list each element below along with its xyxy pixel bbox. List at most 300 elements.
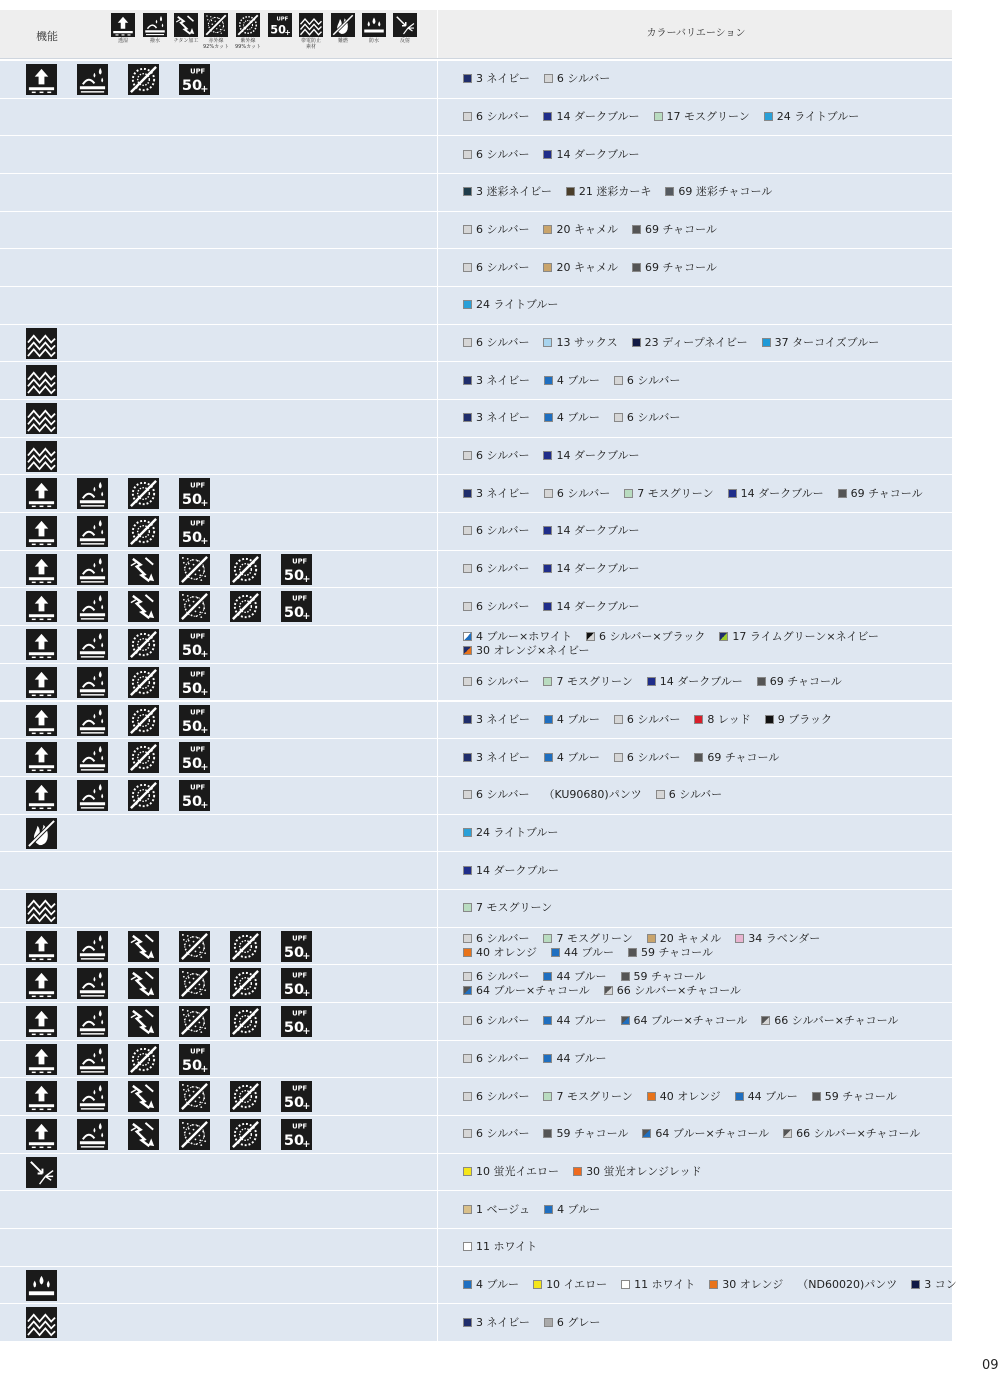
color-label: 34 ラベンダー bbox=[748, 931, 821, 945]
color-option bbox=[543, 1052, 606, 1066]
column-divider bbox=[437, 702, 438, 739]
breathable-icon bbox=[26, 780, 57, 811]
color-label: 6 シルバー bbox=[556, 72, 611, 86]
color-swatch bbox=[632, 225, 641, 234]
color-swatch bbox=[543, 112, 552, 121]
color-swatch bbox=[463, 413, 472, 422]
legend-anti-static bbox=[296, 13, 326, 50]
upf-icon bbox=[281, 1006, 312, 1037]
color-option bbox=[765, 713, 832, 727]
column-divider bbox=[437, 287, 438, 324]
legend-titanium bbox=[171, 13, 201, 44]
legend-upf bbox=[265, 13, 295, 38]
color-option bbox=[621, 1278, 695, 1292]
color-option bbox=[463, 713, 530, 727]
color-line bbox=[463, 1165, 944, 1179]
uv-icon bbox=[230, 1006, 261, 1037]
color-swatch bbox=[647, 1092, 656, 1101]
color-variations bbox=[463, 325, 944, 362]
upf-icon bbox=[281, 968, 312, 999]
color-option bbox=[656, 788, 722, 802]
uv-icon bbox=[128, 780, 159, 811]
color-swatch bbox=[463, 1280, 472, 1289]
color-variations bbox=[463, 852, 944, 889]
color-variations bbox=[463, 136, 944, 173]
color-label: 6 シルバー bbox=[476, 1127, 530, 1141]
color-label: 17 ライムグリーン×ネイビー bbox=[732, 630, 879, 644]
upf-icon bbox=[281, 554, 312, 585]
color-line bbox=[463, 298, 944, 312]
breathable-icon bbox=[110, 13, 136, 37]
color-option bbox=[463, 1165, 559, 1179]
color-label: 3 ネイビー bbox=[476, 411, 530, 425]
color-swatch bbox=[463, 753, 472, 762]
upf-icon bbox=[281, 1119, 312, 1150]
color-option bbox=[463, 449, 529, 463]
color-option bbox=[543, 110, 639, 124]
uv-icon bbox=[230, 968, 261, 999]
color-line bbox=[463, 901, 944, 915]
color-label: 64 ブルー×チャコール bbox=[476, 983, 590, 997]
color-option bbox=[544, 487, 610, 501]
color-label: 6 シルバー bbox=[476, 1014, 530, 1028]
color-label: 20 キャメル bbox=[556, 223, 618, 237]
color-option bbox=[544, 713, 600, 727]
color-option bbox=[463, 72, 530, 86]
color-variations bbox=[463, 513, 944, 550]
color-option bbox=[543, 148, 639, 162]
column-divider bbox=[437, 362, 438, 399]
color-option bbox=[632, 336, 748, 350]
color-label: 14 ダークブルー bbox=[556, 562, 640, 576]
color-option bbox=[463, 411, 530, 425]
color-variations bbox=[463, 99, 944, 136]
table-row bbox=[0, 287, 952, 325]
color-option bbox=[544, 1203, 600, 1217]
legend-caption: 撥水 bbox=[149, 38, 160, 44]
uv-icon bbox=[128, 667, 159, 698]
column-divider bbox=[437, 249, 438, 286]
color-option bbox=[463, 261, 529, 275]
color-swatch bbox=[463, 451, 472, 460]
table-row bbox=[0, 174, 952, 212]
color-option bbox=[463, 524, 529, 538]
color-label: 6 シルバー bbox=[476, 449, 530, 463]
color-swatch bbox=[573, 1167, 582, 1176]
color-swatch bbox=[544, 715, 553, 724]
color-swatch bbox=[543, 677, 552, 686]
column-divider bbox=[437, 1116, 438, 1153]
table-row bbox=[0, 551, 952, 589]
color-swatch bbox=[544, 413, 553, 422]
table-row bbox=[0, 815, 952, 853]
color-swatch bbox=[762, 338, 771, 347]
table-row bbox=[0, 1191, 952, 1229]
uv-icon bbox=[230, 931, 261, 962]
color-variations bbox=[463, 249, 944, 286]
uv-icon bbox=[230, 554, 261, 585]
color-swatch bbox=[463, 948, 472, 957]
table-row bbox=[0, 739, 952, 777]
color-label: 66 シルバー×チャコール bbox=[616, 983, 741, 997]
legend-uv bbox=[233, 13, 263, 50]
column-divider bbox=[437, 1003, 438, 1040]
color-swatch bbox=[463, 1054, 472, 1063]
infrared-icon bbox=[179, 554, 210, 585]
color-option bbox=[463, 600, 529, 614]
svg-text:+: + bbox=[302, 573, 311, 585]
color-swatch bbox=[463, 263, 472, 272]
svg-text:UPF: UPF bbox=[190, 632, 206, 641]
water-repellent-icon bbox=[77, 1119, 108, 1150]
color-line bbox=[463, 932, 944, 946]
color-variations bbox=[463, 551, 944, 588]
column-divider bbox=[437, 212, 438, 249]
color-label: 3 迷彩ネイビー bbox=[476, 185, 552, 199]
svg-text:UPF: UPF bbox=[292, 595, 308, 604]
titanium-icon bbox=[128, 591, 159, 622]
color-label: 21 迷彩カーキ bbox=[578, 185, 652, 199]
color-option bbox=[463, 1014, 529, 1028]
color-variations bbox=[463, 890, 944, 927]
reflect-icon bbox=[392, 13, 418, 37]
table-row bbox=[0, 1003, 952, 1041]
color-label: 44 ブルー bbox=[563, 945, 615, 959]
color-option bbox=[573, 1165, 702, 1179]
color-line bbox=[463, 411, 944, 425]
color-option bbox=[544, 1316, 601, 1330]
color-variations bbox=[463, 965, 944, 1002]
titanium-icon bbox=[128, 931, 159, 962]
color-option bbox=[463, 110, 529, 124]
color-label: 69 チャコール bbox=[769, 675, 842, 689]
color-swatch bbox=[543, 1054, 552, 1063]
table-row bbox=[0, 1078, 952, 1116]
legend-caption: 透湿 bbox=[117, 38, 128, 44]
column-divider bbox=[437, 1078, 438, 1115]
titanium-icon bbox=[128, 968, 159, 999]
svg-text:UPF: UPF bbox=[190, 783, 206, 792]
color-swatch bbox=[551, 948, 560, 957]
color-line bbox=[463, 864, 944, 878]
column-divider bbox=[437, 10, 438, 58]
column-divider bbox=[437, 1229, 438, 1266]
svg-text:50: 50 bbox=[270, 23, 286, 37]
column-divider bbox=[437, 438, 438, 475]
svg-text:50: 50 bbox=[181, 530, 203, 547]
color-option bbox=[665, 185, 772, 199]
titanium-icon bbox=[173, 13, 199, 37]
upf-icon bbox=[179, 742, 210, 773]
water-repellent-icon bbox=[77, 516, 108, 547]
color-swatch bbox=[543, 972, 552, 981]
color-label: 7 モスグリーン bbox=[556, 1089, 633, 1103]
table-row bbox=[0, 513, 952, 551]
color-swatch bbox=[463, 74, 472, 83]
column-divider bbox=[437, 325, 438, 362]
color-swatch bbox=[543, 1016, 552, 1025]
color-label: 59 チャコール bbox=[633, 969, 706, 983]
color-option bbox=[604, 984, 741, 998]
color-swatch bbox=[463, 986, 472, 995]
color-option bbox=[463, 1090, 529, 1104]
color-swatch bbox=[632, 338, 641, 347]
color-line bbox=[463, 1277, 957, 1292]
color-swatch bbox=[544, 753, 553, 762]
color-option bbox=[463, 788, 529, 802]
color-option bbox=[735, 1090, 798, 1104]
color-option bbox=[543, 336, 617, 350]
svg-text:+: + bbox=[200, 724, 209, 736]
color-label: 40 オレンジ bbox=[659, 1089, 721, 1103]
breathable-icon bbox=[26, 705, 57, 736]
svg-text:50: 50 bbox=[181, 680, 203, 697]
uv-icon bbox=[128, 64, 159, 95]
color-label: 6 シルバー bbox=[476, 675, 530, 689]
color-option bbox=[642, 1127, 769, 1141]
breathable-icon bbox=[26, 931, 57, 962]
water-repellent-icon bbox=[77, 478, 108, 509]
color-label: 6 シルバー bbox=[476, 336, 530, 350]
color-label: 44 ブルー bbox=[556, 1014, 607, 1028]
color-option bbox=[463, 932, 529, 946]
anti-static-icon bbox=[26, 328, 57, 359]
svg-text:UPF: UPF bbox=[292, 971, 308, 980]
color-label: 14 ダークブルー bbox=[476, 863, 560, 877]
legend-water-repellent bbox=[140, 13, 170, 44]
water-repellent-icon bbox=[142, 13, 168, 37]
color-label: 11 ホワイト bbox=[476, 1240, 538, 1254]
color-option bbox=[463, 1127, 529, 1141]
column-divider bbox=[437, 475, 438, 512]
column-divider bbox=[437, 852, 438, 889]
color-option bbox=[719, 630, 879, 644]
color-label: 6 シルバー bbox=[476, 260, 530, 274]
color-option bbox=[463, 1203, 530, 1217]
breathable-icon bbox=[26, 1081, 57, 1112]
color-option bbox=[632, 261, 717, 275]
color-option bbox=[838, 487, 923, 501]
svg-text:50: 50 bbox=[181, 794, 203, 810]
svg-text:50: 50 bbox=[283, 1133, 305, 1150]
color-swatch bbox=[543, 1129, 552, 1138]
legend-caption: 赤外線 92%カット bbox=[202, 38, 230, 50]
color-option bbox=[911, 1278, 957, 1292]
column-divider bbox=[437, 588, 438, 625]
svg-text:UPF: UPF bbox=[190, 670, 206, 679]
color-option bbox=[551, 946, 614, 960]
svg-text:50: 50 bbox=[181, 756, 203, 773]
anti-static-icon bbox=[26, 403, 57, 434]
color-option bbox=[463, 562, 529, 576]
table-row bbox=[0, 1304, 952, 1342]
color-option bbox=[735, 932, 820, 946]
color-label: 23 ディープネイビー bbox=[644, 336, 748, 350]
color-swatch bbox=[735, 1092, 744, 1101]
color-label: 6 シルバー bbox=[626, 750, 681, 764]
color-label: 69 チャコール bbox=[644, 260, 717, 274]
water-repellent-icon bbox=[77, 931, 108, 962]
titanium-icon bbox=[128, 1081, 159, 1112]
table-row bbox=[0, 325, 952, 363]
legend-reflect bbox=[390, 13, 420, 44]
color-label: 44 ブルー bbox=[747, 1089, 798, 1103]
color-label: 6 シルバー bbox=[626, 373, 681, 387]
color-variations bbox=[463, 815, 944, 852]
color-label: 37 ターコイズブルー bbox=[774, 336, 880, 350]
color-option bbox=[463, 644, 590, 658]
color-line bbox=[463, 826, 944, 840]
legend-caption: 反射 bbox=[399, 38, 410, 44]
color-label: 6 シルバー bbox=[476, 223, 530, 237]
color-swatch bbox=[543, 602, 552, 611]
color-variations bbox=[463, 1191, 944, 1228]
color-swatch bbox=[463, 677, 472, 686]
column-divider bbox=[437, 174, 438, 211]
infrared-icon bbox=[179, 931, 210, 962]
color-swatch bbox=[463, 828, 472, 837]
color-swatch bbox=[911, 1280, 920, 1289]
color-label: 24 ライトブルー bbox=[476, 825, 559, 839]
color-option bbox=[463, 984, 590, 998]
color-label: 4 ブルー×ホワイト bbox=[476, 630, 572, 644]
breathable-icon bbox=[26, 667, 57, 698]
column-divider bbox=[437, 61, 438, 98]
column-divider bbox=[437, 890, 438, 927]
color-swatch bbox=[656, 790, 665, 799]
breathable-icon bbox=[26, 629, 57, 660]
breathable-icon bbox=[26, 554, 57, 585]
color-line bbox=[463, 524, 944, 538]
column-divider bbox=[437, 815, 438, 852]
color-swatch bbox=[544, 1318, 553, 1327]
color-label: 3 ネイビー bbox=[476, 712, 530, 726]
color-variations bbox=[463, 1229, 944, 1266]
breathable-icon bbox=[26, 1006, 57, 1037]
column-divider bbox=[437, 1304, 438, 1341]
upf-icon bbox=[179, 629, 210, 660]
color-label: 6 グレー bbox=[556, 1315, 601, 1329]
color-option bbox=[463, 630, 572, 644]
color-line bbox=[463, 630, 944, 644]
color-line bbox=[463, 1014, 944, 1028]
svg-text:UPF: UPF bbox=[190, 708, 206, 717]
water-repellent-icon bbox=[77, 1081, 108, 1112]
color-swatch bbox=[647, 677, 656, 686]
color-option bbox=[463, 223, 529, 237]
color-swatch bbox=[614, 753, 623, 762]
breathable-icon bbox=[26, 478, 57, 509]
column-divider bbox=[437, 777, 438, 814]
water-repellent-icon bbox=[77, 64, 108, 95]
color-label: 4 ブルー bbox=[476, 1277, 520, 1291]
color-swatch bbox=[533, 1280, 542, 1289]
water-repellent-icon bbox=[77, 1044, 108, 1075]
uv-icon bbox=[128, 742, 159, 773]
color-option bbox=[533, 1278, 607, 1292]
color-label: 13 サックス bbox=[556, 336, 618, 350]
color-option bbox=[797, 1278, 897, 1292]
table-row bbox=[0, 1154, 952, 1192]
color-option bbox=[543, 970, 606, 984]
color-option bbox=[566, 185, 652, 199]
upf-icon bbox=[179, 1044, 210, 1075]
color-swatch bbox=[621, 1280, 630, 1289]
svg-text:+: + bbox=[200, 686, 209, 698]
color-option bbox=[463, 298, 558, 312]
color-swatch bbox=[463, 564, 472, 573]
color-swatch bbox=[463, 1129, 472, 1138]
uv-icon bbox=[235, 13, 261, 37]
color-variations bbox=[463, 664, 944, 701]
color-swatch bbox=[463, 1205, 472, 1214]
color-line bbox=[463, 675, 944, 689]
color-line bbox=[463, 223, 944, 237]
color-swatch bbox=[463, 187, 472, 196]
svg-text:50: 50 bbox=[181, 643, 203, 660]
color-label: 69 迷彩チャコール bbox=[678, 185, 773, 199]
color-label: 66 シルバー×チャコール bbox=[774, 1014, 899, 1028]
color-variations bbox=[463, 61, 944, 98]
color-label: 3 ネイビー bbox=[476, 373, 530, 387]
color-label: 7 モスグリーン bbox=[637, 486, 714, 500]
table-row bbox=[0, 965, 952, 1003]
color-line bbox=[463, 110, 944, 124]
color-swatch bbox=[694, 715, 703, 724]
color-swatch bbox=[543, 451, 552, 460]
color-option bbox=[812, 1090, 897, 1104]
titanium-icon bbox=[128, 1119, 159, 1150]
infrared-icon bbox=[179, 968, 210, 999]
color-swatch bbox=[463, 602, 472, 611]
breathable-icon bbox=[26, 591, 57, 622]
column-divider bbox=[437, 1154, 438, 1191]
color-label: 14 ダークブルー bbox=[556, 147, 640, 161]
color-option bbox=[621, 970, 706, 984]
color-label: 6 シルバー bbox=[476, 1051, 530, 1065]
color-line bbox=[463, 1127, 944, 1141]
upf-icon bbox=[179, 478, 210, 509]
color-swatch bbox=[544, 74, 553, 83]
upf-icon bbox=[179, 667, 210, 698]
table-row bbox=[0, 1267, 957, 1305]
color-label: 30 蛍光オレンジレッド bbox=[586, 1164, 702, 1178]
color-option bbox=[647, 932, 722, 946]
color-option bbox=[463, 751, 530, 765]
table-row bbox=[0, 852, 952, 890]
water-repellent-icon bbox=[77, 742, 108, 773]
table-row bbox=[0, 664, 952, 702]
svg-text:UPF: UPF bbox=[190, 519, 206, 528]
color-line bbox=[463, 185, 944, 199]
upf-icon bbox=[267, 13, 293, 37]
svg-text:50: 50 bbox=[283, 567, 305, 584]
table-row bbox=[0, 212, 952, 250]
water-repellent-icon bbox=[77, 780, 108, 811]
color-swatch bbox=[761, 1016, 770, 1025]
color-swatch bbox=[566, 187, 575, 196]
color-swatch bbox=[783, 1129, 792, 1138]
svg-text:+: + bbox=[200, 799, 209, 811]
color-swatch bbox=[463, 715, 472, 724]
color-label: （ND60020)パンツ bbox=[797, 1277, 898, 1291]
color-option bbox=[543, 788, 641, 802]
color-swatch bbox=[812, 1092, 821, 1101]
color-option bbox=[463, 1052, 529, 1066]
svg-text:50: 50 bbox=[283, 1095, 305, 1112]
svg-text:+: + bbox=[200, 84, 209, 95]
waterproof-icon bbox=[361, 13, 387, 37]
